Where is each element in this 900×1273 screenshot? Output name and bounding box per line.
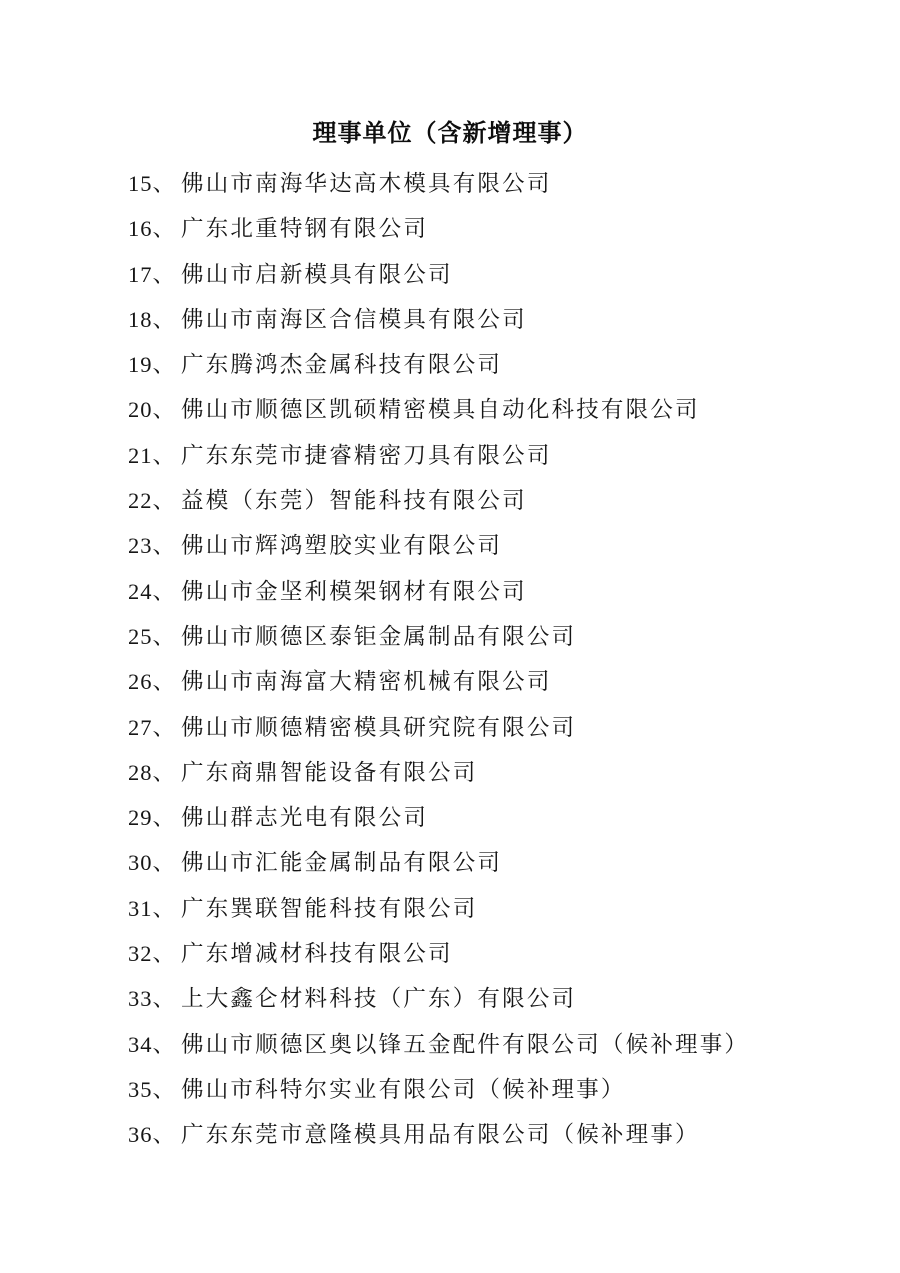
list-item [128, 1112, 900, 1157]
member-list [128, 161, 900, 1158]
company-name: 佛山市顺德精密模具研究院有限公司 [181, 714, 577, 740]
company-name: 佛山市南海华达高木模具有限公司 [181, 171, 552, 196]
list-item [128, 705, 900, 750]
company-name: 佛山市南海区合信模具有限公司 [181, 306, 527, 332]
company-name: 佛山市汇能金属制品有限公司 [181, 850, 503, 876]
company-name: 佛山市辉鸿塑胶实业有限公司 [181, 533, 503, 559]
company-name: 佛山市南海富大精密机械有限公司 [181, 669, 552, 695]
list-item [128, 523, 900, 568]
item-number: 25、 [128, 623, 177, 649]
company-name: 佛山市顺德区凯硕精密模具自动化科技有限公司 [181, 397, 700, 423]
item-number: 28、 [128, 759, 177, 785]
list-item [128, 252, 900, 297]
company-name: 益模（东莞）智能科技有限公司 [181, 488, 527, 514]
company-name: 广东巽联智能科技有限公司 [181, 895, 478, 921]
company-name: 佛山市金坚利模架钢材有限公司 [181, 578, 527, 604]
list-item [128, 569, 900, 614]
company-name: 佛山市科特尔实业有限公司（候补理事） [181, 1076, 626, 1102]
item-number: 17、 [128, 261, 177, 287]
list-item [128, 976, 900, 1021]
company-name: 佛山市顺德区奥以锋五金配件有限公司（候补理事） [181, 1031, 750, 1057]
item-number: 15、 [128, 171, 177, 196]
item-number: 27、 [128, 714, 177, 740]
list-item [128, 931, 900, 976]
list-item [128, 387, 900, 432]
item-number: 32、 [128, 941, 177, 967]
list-item [128, 478, 900, 523]
company-name: 广东腾鸿杰金属科技有限公司 [181, 352, 503, 378]
company-name: 佛山市顺德区泰钜金属制品有限公司 [181, 623, 577, 649]
item-number: 31、 [128, 895, 177, 921]
list-item [128, 1067, 900, 1112]
page-title: 理事单位（含新增理事） [312, 120, 588, 147]
item-number: 22、 [128, 488, 177, 514]
list-item [128, 840, 900, 885]
company-name: 广东增减材科技有限公司 [181, 941, 453, 967]
item-number: 20、 [128, 397, 177, 423]
company-name: 广东商鼎智能设备有限公司 [181, 759, 478, 785]
item-number: 21、 [128, 442, 177, 468]
list-item [128, 795, 900, 840]
item-number: 29、 [128, 805, 177, 831]
company-name: 佛山市启新模具有限公司 [181, 261, 453, 287]
list-item [128, 614, 900, 659]
item-number: 23、 [128, 533, 177, 559]
company-name: 上大鑫仑材料科技（广东）有限公司 [181, 986, 577, 1012]
item-number: 30、 [128, 850, 177, 876]
company-name: 广东东莞市意隆模具用品有限公司（候补理事） [181, 1122, 700, 1148]
list-item [128, 1022, 900, 1067]
item-number: 19、 [128, 352, 177, 378]
item-number: 26、 [128, 669, 177, 695]
list-item [128, 342, 900, 387]
item-number: 18、 [128, 306, 177, 332]
company-name: 佛山群志光电有限公司 [181, 805, 429, 831]
company-name: 广东北重特钢有限公司 [181, 216, 429, 242]
list-item [128, 161, 900, 206]
item-number: 16、 [128, 216, 177, 242]
list-item [128, 297, 900, 342]
item-number: 34、 [128, 1031, 177, 1057]
list-item [128, 750, 900, 795]
list-item [128, 433, 900, 478]
list-item [128, 886, 900, 931]
item-number: 33、 [128, 986, 177, 1012]
item-number: 35、 [128, 1076, 177, 1102]
item-number: 24、 [128, 578, 177, 604]
list-item [128, 659, 900, 704]
item-number: 36、 [128, 1122, 177, 1148]
list-item [128, 206, 900, 251]
company-name: 广东东莞市捷睿精密刀具有限公司 [181, 442, 552, 468]
